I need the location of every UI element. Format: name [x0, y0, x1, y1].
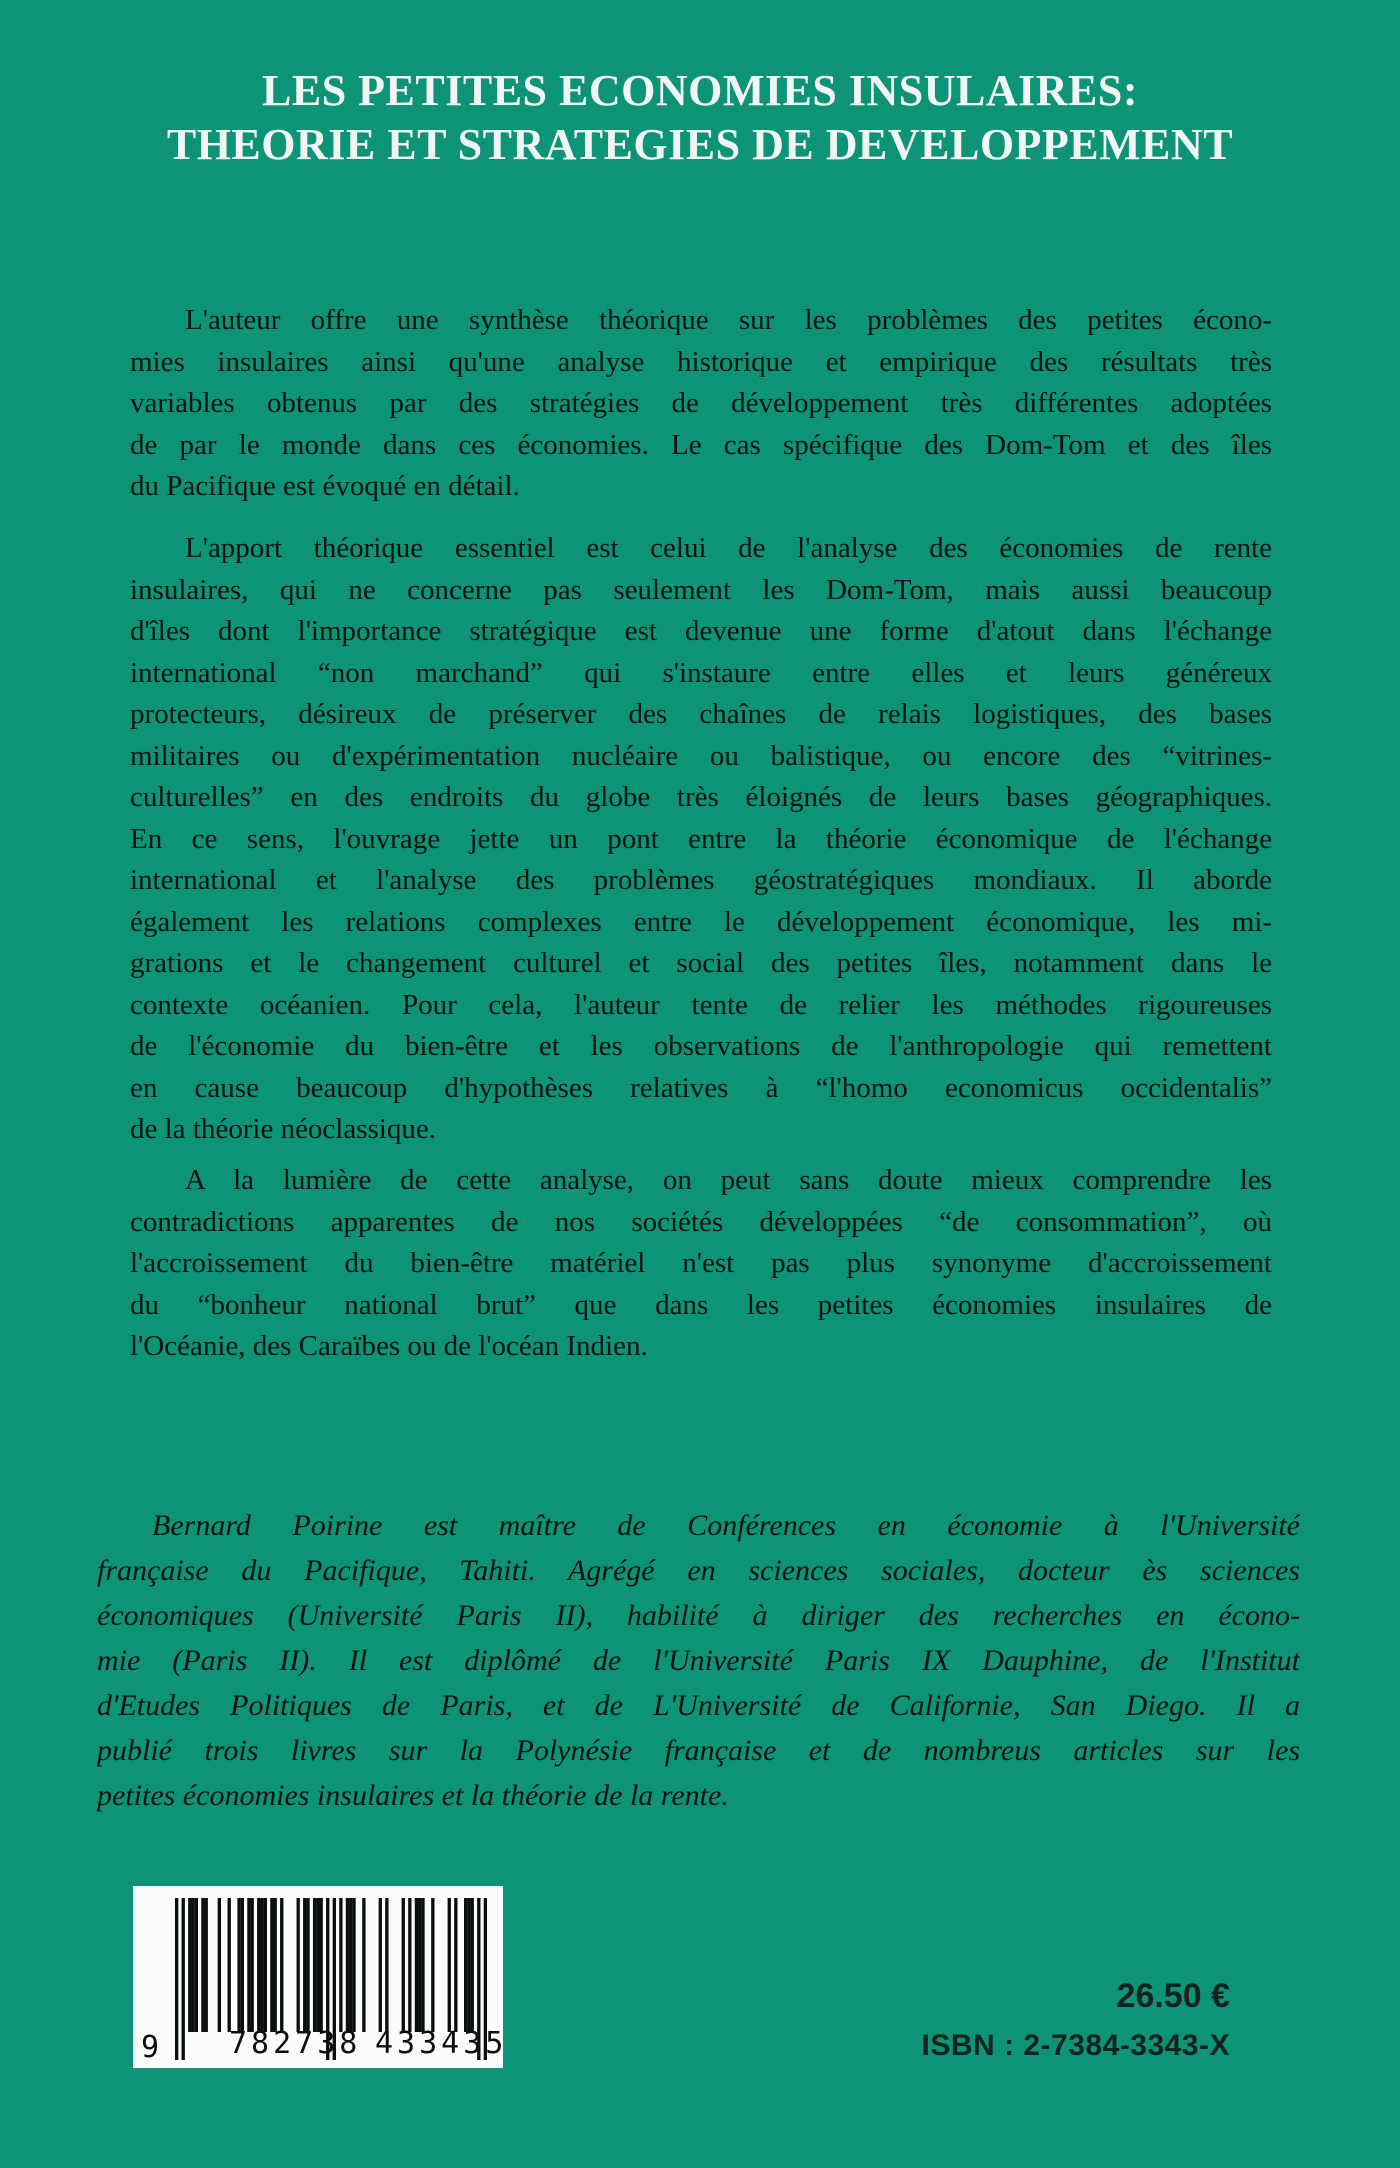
text-line: protecteurs, désireux de préserver des chaînes de relais logistiques, des bases: [130, 698, 1272, 730]
text-line: militaires ou d'expérimentation nucléaire ou balistique, ou encore des “vitrines-: [130, 739, 1272, 772]
book-title-line1: LES PETITES ECONOMIES INSULAIRES:: [262, 66, 1138, 115]
book-title-line2: THEORIE ET STRATEGIES DE DEVELOPPEMENT: [166, 120, 1234, 169]
synopsis-paragraph-1: [130, 300, 1272, 508]
barcode-digit-group2: 433435: [375, 2026, 508, 2061]
text-line: culturelles” en des endroits du globe très éloignés de leurs bases géographiques.: [130, 781, 1272, 813]
synopsis-paragraph-2: [130, 528, 1272, 1151]
text-line: international “non marchand” qui s'instaure entre elles et leurs généreux: [130, 656, 1272, 689]
text-line: de par le monde dans ces économies. Le cas spécifique des Dom-Tom et des îles: [130, 428, 1272, 461]
text-line: En ce sens, l'ouvrage jette un pont entre la théorie économique de l'échange: [130, 822, 1272, 855]
text-line: A la lumière de cette analyse, on peut sans doute mieux comprendre les: [185, 1164, 1272, 1196]
text-line: du “bonheur national brut” que dans les petites économies insulaires de: [130, 1288, 1272, 1321]
text-line: de la théorie néoclassique.: [130, 1113, 436, 1145]
text-line: variables obtenus par des stratégies de développement très différentes adoptées: [130, 387, 1272, 419]
text-line: en cause beaucoup d'hypothèses relatives à “l'homo economicus occidentalis”: [130, 1071, 1272, 1104]
text-line: contexte océanien. Pour cela, l'auteur tente de relier les méthodes rigoureuses: [130, 988, 1272, 1021]
text-line: d'îles dont l'importance stratégique est devenue une forme d'atout dans l'échange: [130, 615, 1272, 647]
text-line: également les relations complexes entre le développement économique, les mi-: [130, 905, 1272, 938]
text-line: publié trois livres sur la Polynésie française et de nombreus articles sur les: [97, 1734, 1300, 1767]
book-title: [0, 64, 1400, 172]
barcode-digit-lead: 9: [141, 2030, 160, 2065]
author-bio: [97, 1503, 1300, 1818]
barcode-digit-group1: 782738: [229, 2026, 362, 2061]
text-line: mie (Paris II). Il est diplômé de l'Université Paris IX Dauphine, de l'Institut: [97, 1644, 1300, 1677]
text-line: contradictions apparentes de nos sociétés développées “de consommation”, où: [130, 1205, 1272, 1238]
text-line: économiques (Université Paris II), habilité à diriger des recherches en écono-: [97, 1599, 1300, 1632]
text-line: grations et le changement culturel et social des petites îles, notamment dans le: [130, 947, 1272, 979]
text-line: d'Etudes Politiques de Paris, et de L'Université de Californie, San Diego. Il a: [97, 1689, 1300, 1722]
isbn-label: ISBN : 2-7384-3343-X: [921, 2029, 1230, 2062]
text-line: insulaires, qui ne concerne pas seulement les Dom-Tom, mais aussi beaucoup: [130, 573, 1272, 606]
text-line: de l'économie du bien-être et les observations de l'anthropologie qui remettent: [130, 1030, 1272, 1062]
text-line: du Pacifique est évoqué en détail.: [130, 470, 520, 502]
barcode-panel: [133, 1886, 508, 2068]
text-line: petites économies insulaires et la théorie de la rente.: [97, 1779, 729, 1812]
text-line: mies insulaires ainsi qu'une analyse historique et empirique des résultats très: [130, 345, 1272, 378]
text-line: L'auteur offre une synthèse théorique sur les problèmes des petites écono-: [185, 304, 1272, 336]
text-line: L'apport théorique essentiel est celui de l'analyse des économies de rente: [185, 532, 1272, 564]
text-line: française du Pacifique, Tahiti. Agrégé en sciences sociales, docteur ès sciences: [97, 1554, 1300, 1587]
price-label: 26.50 €: [1116, 1977, 1230, 2015]
text-line: Bernard Poirine est maître de Conférences en économie à l'Université: [152, 1509, 1300, 1542]
synopsis-paragraph-3: [130, 1160, 1272, 1368]
text-line: international et l'analyse des problèmes géostratégiques mondiaux. Il aborde: [130, 864, 1272, 896]
text-line: l'Océanie, des Caraïbes ou de l'océan Indien.: [130, 1330, 648, 1362]
text-line: l'accroissement du bien-être matériel n'est pas plus synonyme d'accroissement: [130, 1247, 1272, 1279]
